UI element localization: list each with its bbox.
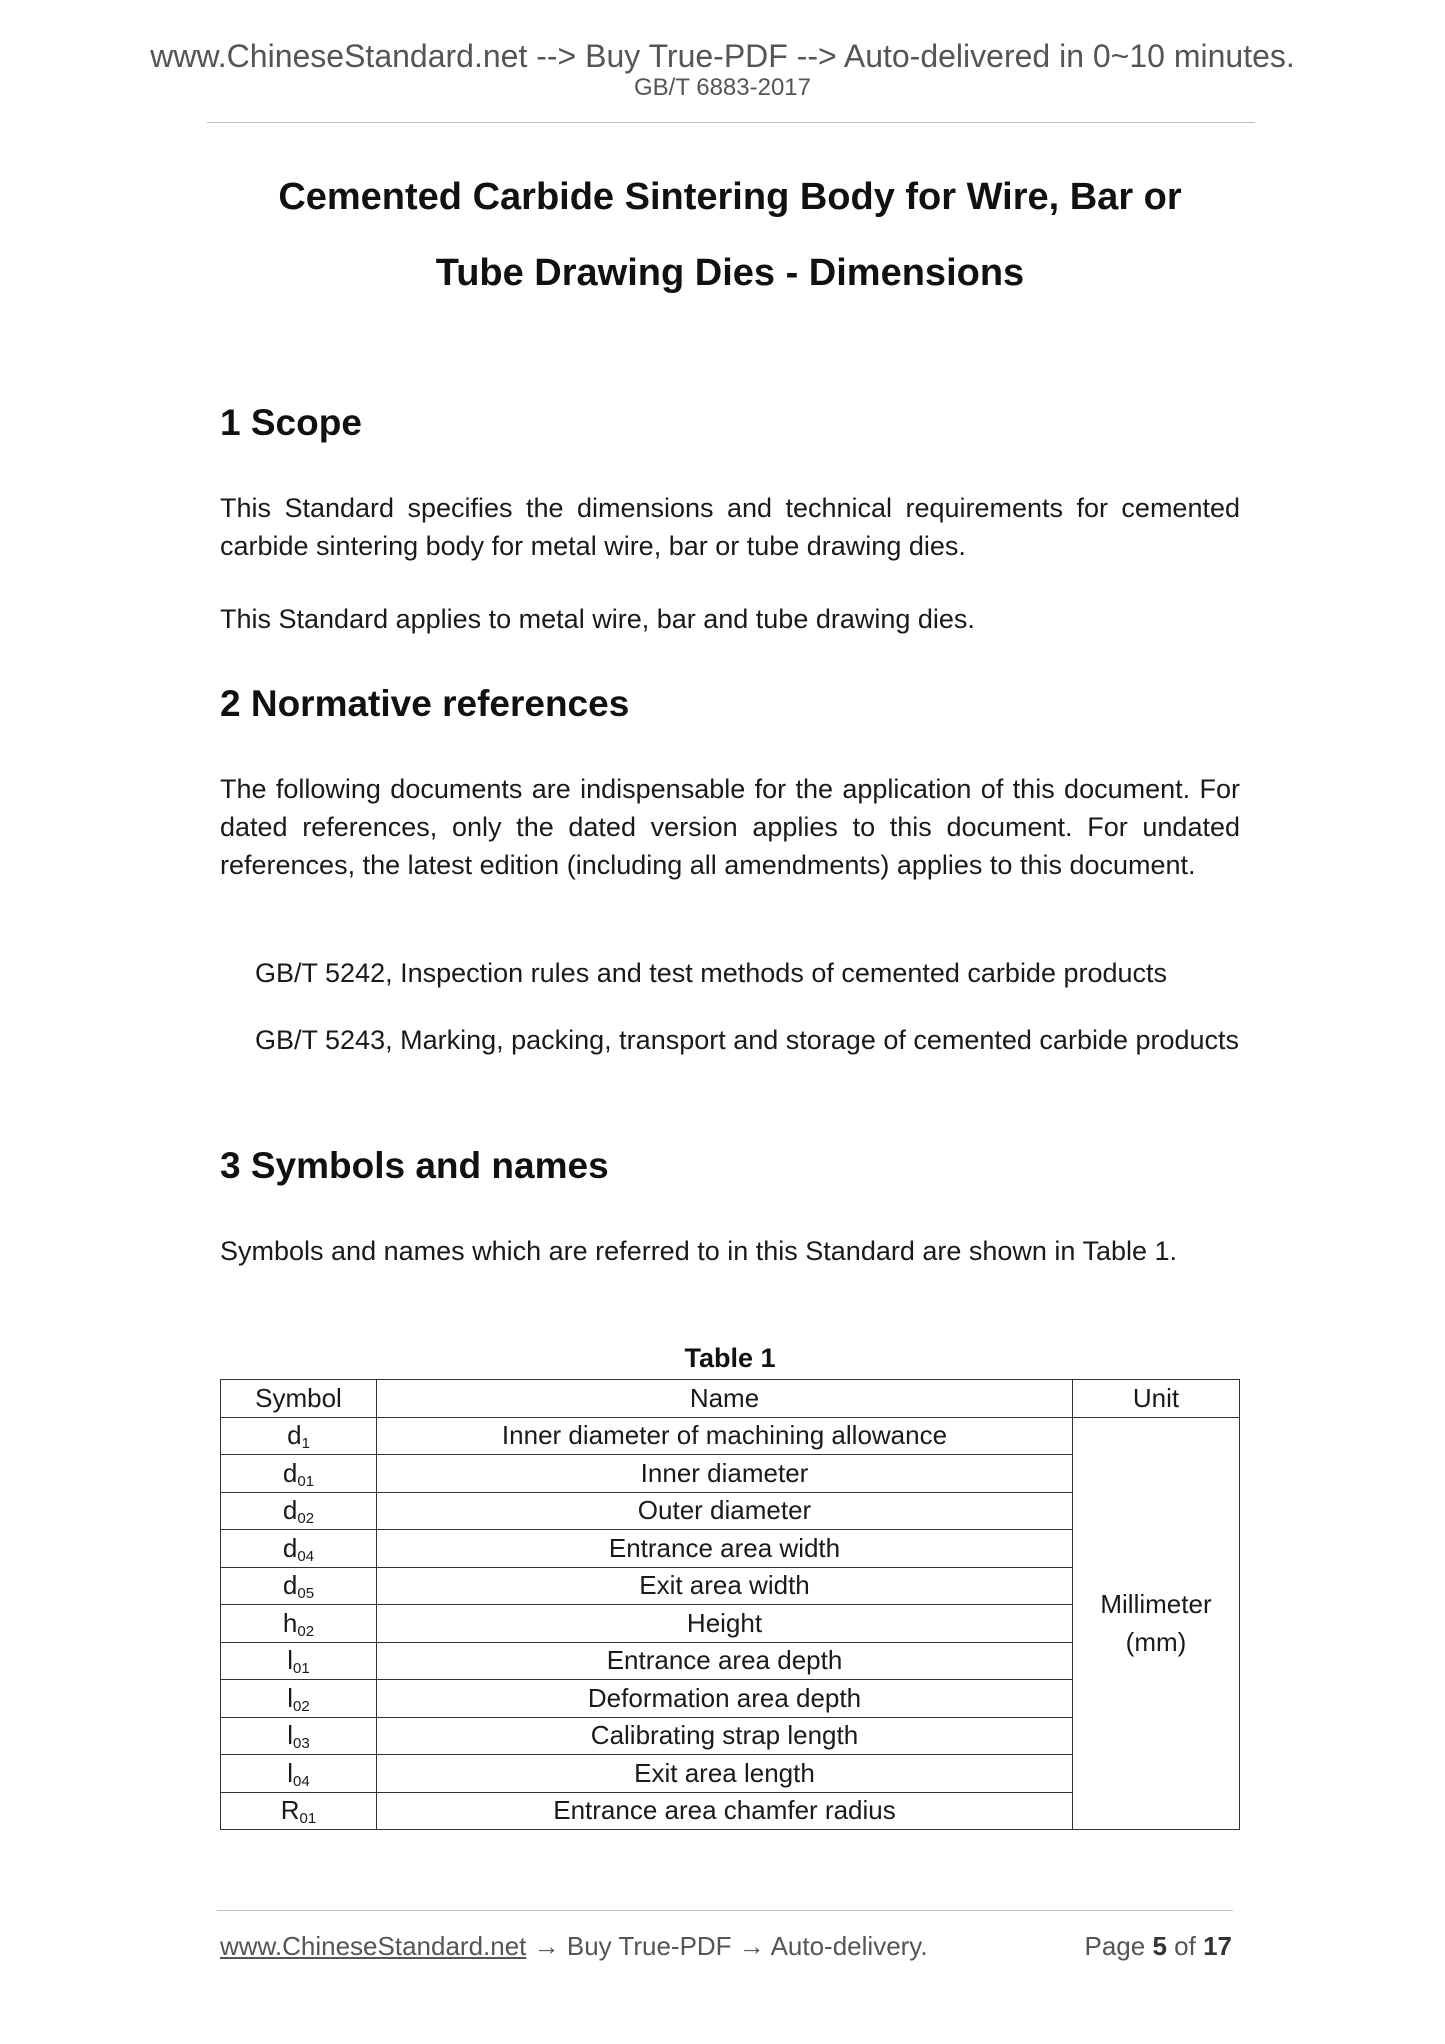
column-header-unit: Unit — [1073, 1380, 1240, 1418]
table-caption: Table 1 — [684, 1343, 776, 1373]
unit-cell — [1073, 1417, 1240, 1830]
header-divider — [207, 122, 1255, 123]
name-cell: Height — [377, 1605, 1073, 1643]
page-number: 5 — [1152, 1931, 1167, 1961]
page-total: 17 — [1203, 1931, 1232, 1961]
section-heading-symbols: 3 Symbols and names — [220, 1145, 609, 1186]
document-title-line2: Tube Drawing Dies - Dimensions — [435, 252, 1025, 294]
name-cell: Entrance area chamfer radius — [377, 1792, 1073, 1830]
normative-paragraph: The following documents are indispensable for the application of this document. For dated references, only the dated version applies to this document. For undated references, the latest edition (including all amendments) applies to this document. — [220, 774, 1240, 880]
page-of-label: of — [1174, 1931, 1196, 1961]
section-heading-normative-references: 2 Normative references — [220, 683, 630, 724]
footer-divider — [217, 1910, 1233, 1911]
symbol-cell: $h_{02}$ — [221, 1605, 377, 1643]
section-heading-scope: 1 Scope — [220, 402, 362, 443]
column-header-symbol: Symbol — [221, 1380, 377, 1418]
symbol-cell: $R_{01}$ — [221, 1792, 377, 1830]
symbol-cell: $l_{02}$ — [221, 1680, 377, 1718]
column-header-name: Name — [377, 1380, 1073, 1418]
symbol-cell: $l_{01}$ — [221, 1642, 377, 1680]
name-cell: Outer diameter — [377, 1492, 1073, 1530]
name-cell: Deformation area depth — [377, 1680, 1073, 1718]
reference-gbt-5243: GB/T 5243, Marking, packing, transport and storage of cemented carbide products — [255, 1025, 1240, 1055]
symbols-paragraph: Symbols and names which are referred to in this Standard are shown in Table 1. — [220, 1236, 1178, 1266]
name-cell: Inner diameter — [377, 1455, 1073, 1493]
document-code: GB/T 6883-2017 — [633, 74, 811, 101]
reference-gbt-5242: GB/T 5242, Inspection rules and test methods of cemented carbide products — [255, 958, 1168, 988]
scope-paragraph-2: This Standard applies to metal wire, bar and tube drawing dies. — [220, 604, 975, 634]
table-body — [221, 1417, 1240, 1830]
unit-line-1: Millimeter — [1100, 1589, 1212, 1620]
unit-line-2: (mm) — [1125, 1627, 1187, 1658]
footer-delivery-text: → Buy True-PDF → Auto-delivery. — [526, 1931, 928, 1961]
table-row — [221, 1417, 1240, 1455]
name-cell: Entrance area depth — [377, 1642, 1073, 1680]
page-indicator — [1084, 1931, 1232, 1962]
symbols-table — [220, 1379, 1240, 1830]
symbol-cell: $d_{02}$ — [221, 1492, 377, 1530]
scope-paragraph-1: This Standard specifies the dimensions and technical requirements for cemented carbide sintering body for metal wire, bar or tube drawing dies. — [220, 493, 1240, 561]
footer-site-link[interactable]: www.ChineseStandard.net — [220, 1931, 527, 1961]
name-cell: Exit area length — [377, 1755, 1073, 1793]
table-header-row — [221, 1380, 1240, 1418]
symbol-cell: $d_{01}$ — [221, 1455, 377, 1493]
symbol-cell: $d_{04}$ — [221, 1530, 377, 1568]
symbol-cell: $d_1$ — [221, 1417, 377, 1455]
symbol-cell: $l_{03}$ — [221, 1717, 377, 1755]
symbol-cell: $l_{04}$ — [221, 1755, 377, 1793]
symbol-cell: $d_{05}$ — [221, 1567, 377, 1605]
page-label: Page — [1084, 1931, 1146, 1961]
page-footer — [220, 1931, 1232, 1962]
name-cell: Exit area width — [377, 1567, 1073, 1605]
document-title-line1: Cemented Carbide Sintering Body for Wire, Bar or — [278, 176, 1182, 218]
name-cell: Entrance area width — [377, 1530, 1073, 1568]
name-cell: Calibrating strap length — [377, 1717, 1073, 1755]
name-cell: Inner diameter of machining allowance — [377, 1417, 1073, 1455]
header-banner: www.ChineseStandard.net --> Buy True-PDF --> Auto-delivered in 0~10 minutes. — [150, 38, 1295, 74]
